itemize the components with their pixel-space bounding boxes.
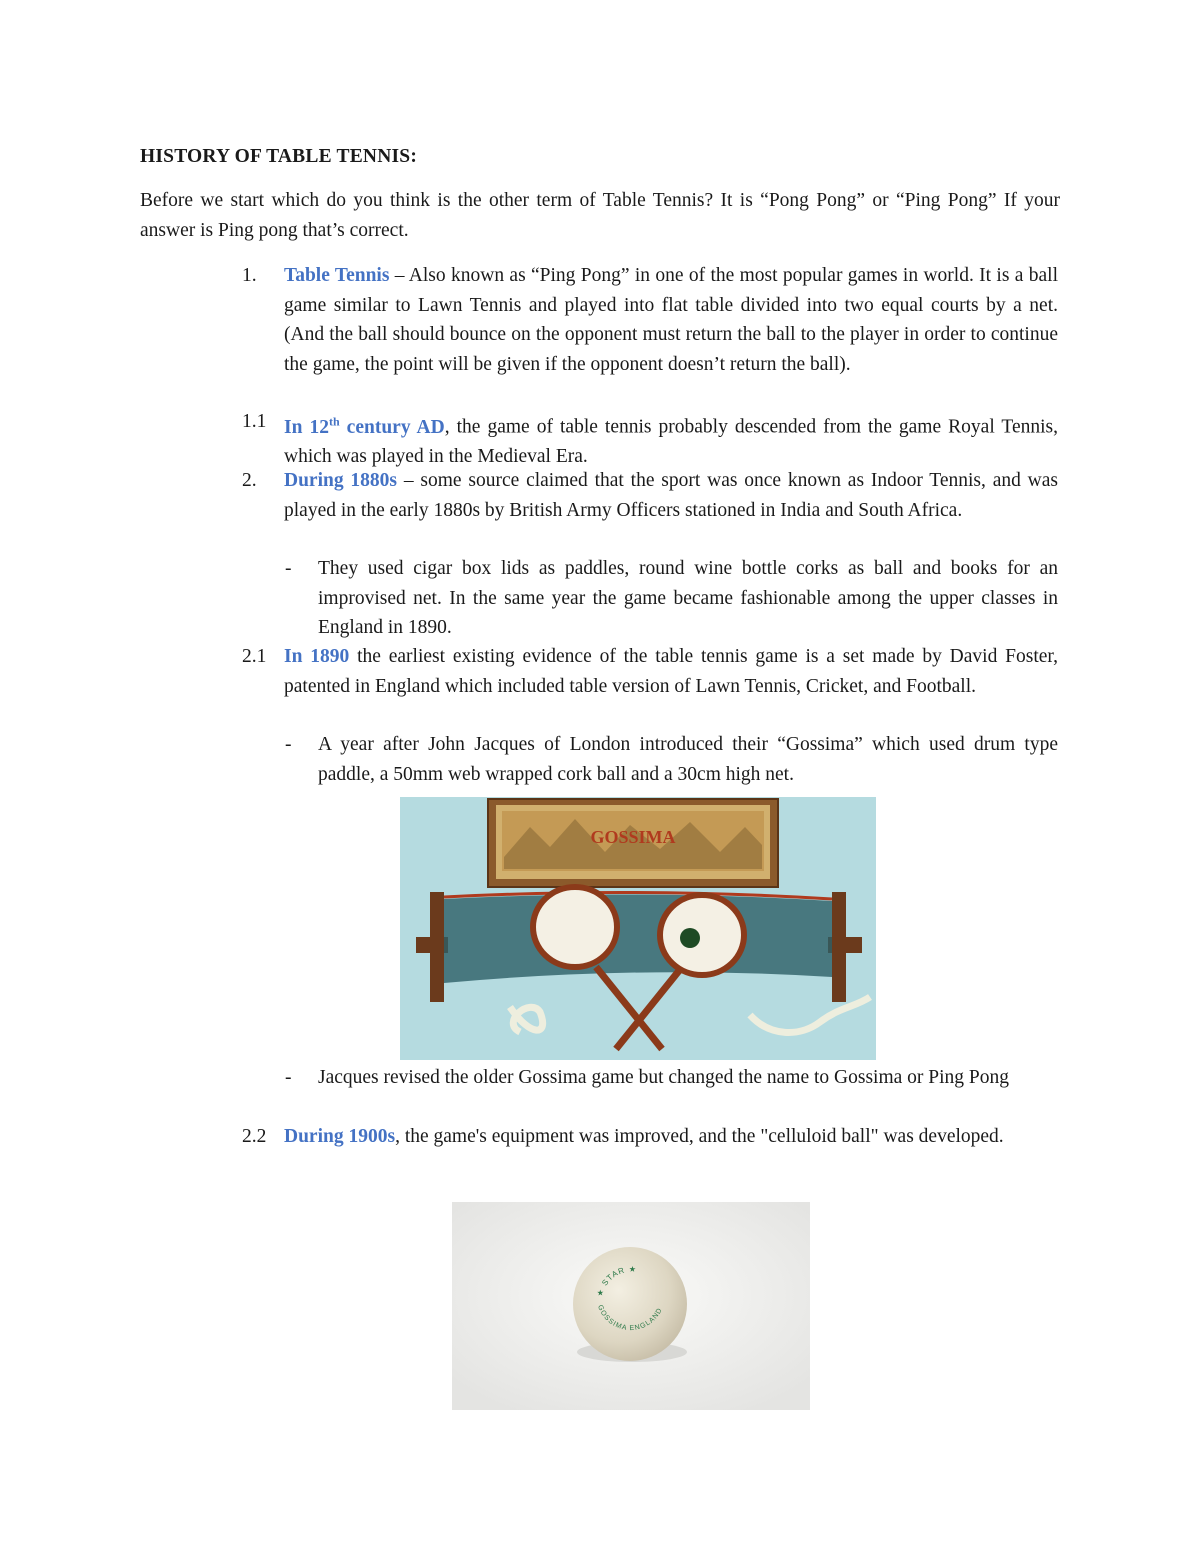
list-number: 2. — [242, 470, 257, 491]
gossima-set-photo — [400, 797, 876, 1060]
item-text: , the game's equipment was improved, and the "celluloid ball" was developed. — [395, 1126, 1004, 1147]
ball-print-top: ★ STAR ★ — [595, 1264, 638, 1298]
list-item-2-2 — [242, 1122, 1058, 1152]
bullet-item-2 — [285, 730, 1058, 789]
list-item-1 — [242, 261, 1058, 379]
highlight-term-part: century AD — [339, 416, 445, 438]
celluloid-ball-photo — [452, 1202, 810, 1410]
box-label: GOSSIMA — [590, 827, 676, 847]
ball-print-bottom: GOSSIMA ENGLAND — [595, 1304, 664, 1333]
bullet-dash: - — [285, 734, 292, 755]
bullet-dash: - — [285, 558, 292, 579]
list-number: 2.2 — [242, 1126, 267, 1147]
bullet-dash: - — [285, 1067, 292, 1088]
celluloid-ball-illustration — [452, 1202, 810, 1410]
list-item-2 — [242, 466, 1058, 525]
gossima-set-illustration — [400, 797, 876, 1060]
list-number: 2.1 — [242, 646, 267, 667]
item-text: , the game of table tennis probably descended from the game Royal Tennis, which was played in the Medieval Era. — [284, 416, 1059, 467]
item-text: the earliest existing evidence of the table tennis game is a set made by David Foster, patented in England which included table version of Lawn Tennis, Cricket, and Football. — [284, 646, 1058, 697]
list-item-1-1 — [242, 407, 1059, 472]
highlight-term-part: In 12 — [284, 416, 329, 438]
page-title: HISTORY OF TABLE TENNIS: — [140, 146, 418, 167]
item-text: Jacques revised the older Gossima game but changed the name to Gossima or Ping Pong — [318, 1067, 1010, 1088]
superscript: th — [328, 414, 340, 428]
highlight-term: Table Tennis — [284, 265, 390, 286]
list-item-2-1 — [242, 642, 1058, 701]
bullet-item-1 — [285, 554, 1058, 643]
item-text: They used cigar box lids as paddles, round wine bottle corks as ball and books for an improvised net. In the same year the game became fashionable among the upper classes in England in 1890. — [318, 558, 1058, 638]
highlight-term: During 1900s — [284, 1126, 396, 1147]
item-text: A year after John Jacques of London introduced their “Gossima” which used drum type paddle, a 50mm web wrapped cork ball and a 30cm high net. — [318, 734, 1058, 785]
list-number: 1. — [242, 265, 257, 286]
item-text: – some source claimed that the sport was once known as Indoor Tennis, and was played in the early 1880s by British Army Officers stationed in India and South Africa. — [284, 470, 1058, 521]
item-text: – Also known as “Ping Pong” in one of the most popular games in world. It is a ball game similar to Lawn Tennis and played into flat table divided into two equal courts by a net. (And the ball should bounce on the opponent must return the ball to the player in order to continue the game, the point will be given if the opponent doesn’t return the ball). — [284, 265, 1058, 375]
highlight-term: During 1880s — [284, 470, 397, 491]
highlight-term: In 1890 — [284, 646, 350, 667]
intro-paragraph: Before we start which do you think is the other term of Table Tennis? It is “Pong Pong” or “Ping Pong” If your answer is Ping pong that’s correct. — [140, 190, 1060, 241]
highlight-term — [284, 414, 445, 438]
list-number: 1.1 — [242, 411, 267, 432]
bullet-item-3 — [285, 1063, 1058, 1093]
